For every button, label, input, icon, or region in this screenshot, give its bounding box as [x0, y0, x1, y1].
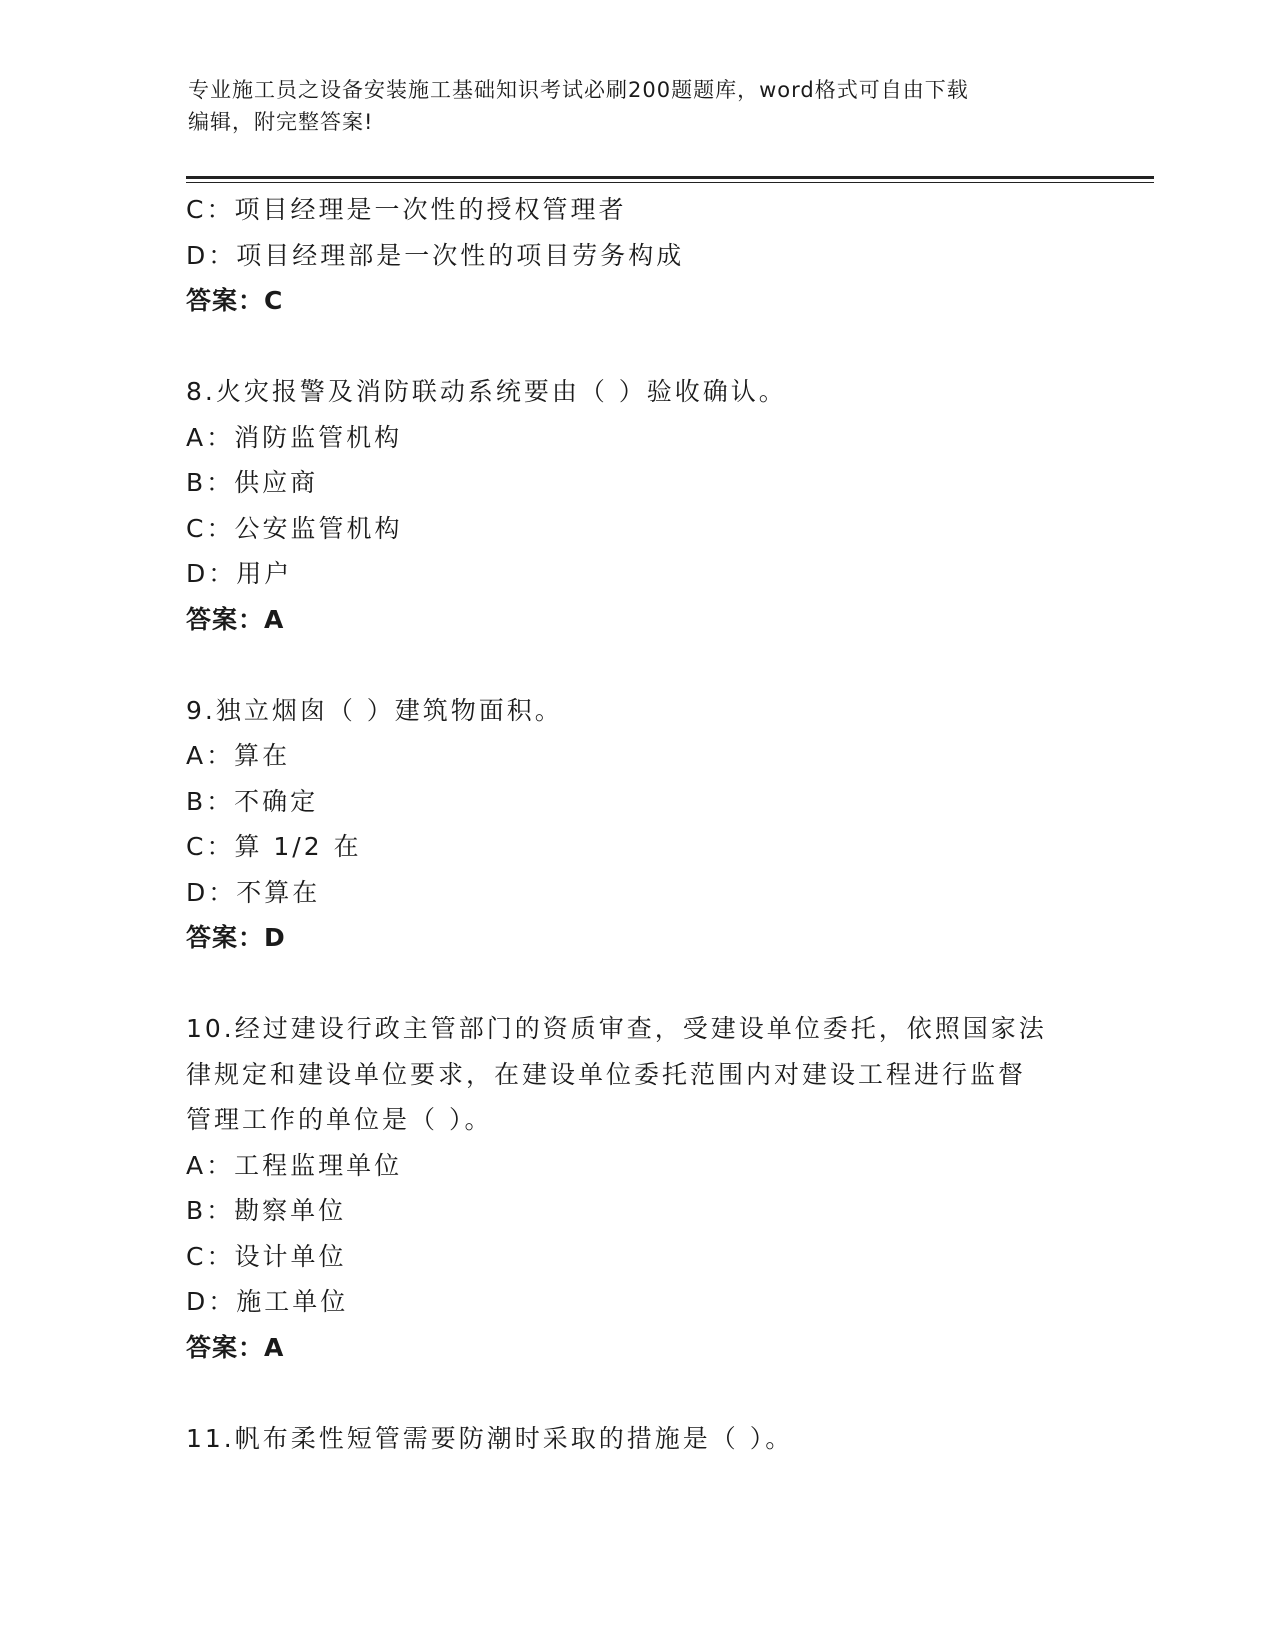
option-line: B：供应商	[186, 468, 319, 497]
header-divider-thin	[186, 182, 1154, 183]
answer-line: 答案：D	[186, 923, 286, 952]
header-divider-thick	[186, 176, 1154, 179]
question-9	[186, 688, 1086, 961]
option-line: C：设计单位	[186, 1241, 347, 1271]
question-stem: 11.帆布柔性短管需要防潮时采取的措施是（ ）。	[186, 1423, 794, 1453]
option-line: D：用户	[186, 559, 293, 588]
option-line: D：施工单位	[186, 1287, 349, 1316]
question-stem: 9.独立烟囱（ ）建筑物面积。	[186, 695, 563, 725]
answer-line: 答案：A	[186, 1332, 285, 1362]
spacer	[186, 642, 1086, 688]
option-line: A：消防监管机构	[186, 422, 403, 452]
option-line: A：算在	[186, 741, 291, 770]
spacer	[186, 324, 1086, 370]
question-10	[186, 1006, 1086, 1370]
option-line: B：勘察单位	[186, 1196, 347, 1225]
option-line: D：不算在	[186, 877, 321, 907]
spacer	[186, 1370, 1086, 1416]
question-11	[186, 1416, 1086, 1462]
document-body	[186, 187, 1086, 1461]
question-stem: 律规定和建设单位要求，在建设单位委托范围内对建设工程进行监督	[186, 1059, 1027, 1089]
question-stem: 8.火灾报警及消防联动系统要由（ ）验收确认。	[186, 377, 787, 406]
header-line-2: 编辑，附完整答案!	[188, 110, 374, 134]
option-line: C：公安监管机构	[186, 513, 403, 543]
option-line: D：项目经理部是一次性的项目劳务构成	[186, 240, 685, 270]
carryover-block	[186, 187, 1086, 324]
option-line: C：算 1/2 在	[186, 832, 362, 861]
option-line: C：项目经理是一次性的授权管理者	[186, 195, 627, 224]
document-header	[188, 74, 1088, 138]
question-8	[186, 369, 1086, 642]
spacer	[186, 961, 1086, 1007]
header-line-1: 专业施工员之设备安装施工基础知识考试必刷200题题库，word格式可自由下载	[188, 78, 969, 102]
question-stem: 管理工作的单位是（ ）。	[186, 1105, 493, 1134]
answer-line: 答案：C	[186, 286, 284, 315]
option-line: A：工程监理单位	[186, 1150, 403, 1180]
answer-line: 答案：A	[186, 604, 285, 634]
question-stem: 10.经过建设行政主管部门的资质审查，受建设单位委托，依照国家法	[186, 1014, 1047, 1043]
option-line: B：不确定	[186, 786, 319, 816]
